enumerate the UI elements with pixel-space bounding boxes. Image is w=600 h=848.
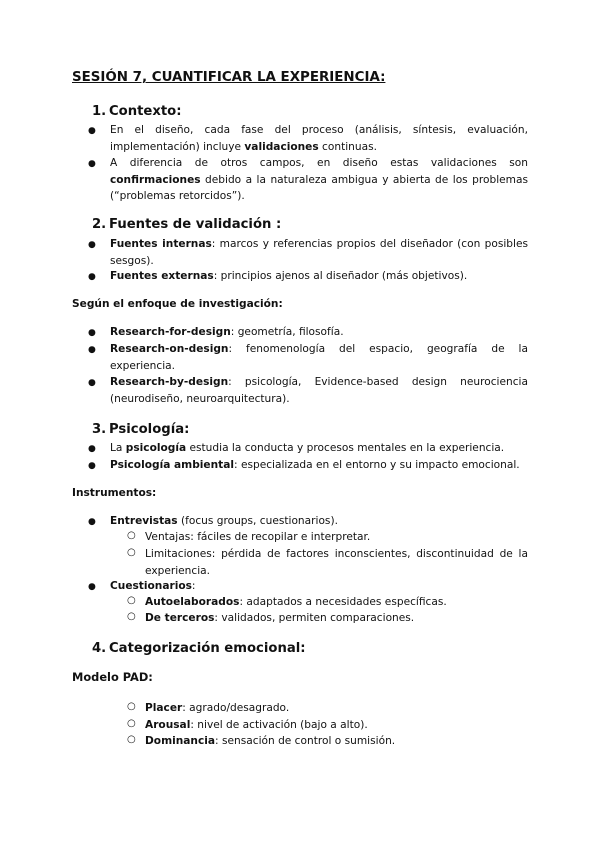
bullet-icon: ●: [88, 126, 96, 136]
autoelaborados-item: Autoelaborados: adaptados a necesidades específicas.: [145, 596, 447, 608]
s3-bullet-2: Psicología ambiental: especializada en el entorno y su impacto emocional.: [110, 459, 520, 471]
research-on-design: Research-on-design: fenomenología del espacio, geografía de la experiencia.: [110, 343, 528, 372]
circle-bullet-icon: ○: [127, 718, 136, 729]
s1-bullet-1: En el diseño, cada fase del proceso (análisis, síntesis, evaluación, implementación) incluye validaciones continuas.: [110, 124, 528, 153]
section-3-heading: 3. Psicología:: [92, 422, 190, 437]
subheading-research: Según el enfoque de investigación:: [72, 298, 283, 310]
cuestionarios-item: Cuestionarios:: [110, 580, 196, 592]
circle-bullet-icon: ○: [127, 595, 136, 606]
bullet-icon: ●: [88, 345, 96, 355]
pad-dominancia: Dominancia: sensación de control o sumisión.: [145, 735, 396, 747]
subheading-instrumentos: Instrumentos:: [72, 487, 157, 499]
bullet-icon: ●: [88, 582, 96, 592]
bullet-icon: ●: [88, 444, 96, 454]
bullet-icon: ●: [88, 378, 96, 388]
pad-placer: Placer: agrado/desagrado.: [145, 702, 290, 714]
bullet-icon: ●: [88, 328, 96, 338]
circle-bullet-icon: ○: [127, 734, 136, 745]
circle-bullet-icon: ○: [127, 530, 136, 541]
subheading-modelo-pad: Modelo PAD:: [72, 670, 153, 684]
circle-bullet-icon: ○: [127, 547, 136, 558]
section-4-heading: 4. Categorización emocional:: [92, 641, 306, 656]
s1-bullet-2: A diferencia de otros campos, en diseño estas validaciones son confirmaciones debido a la naturaleza ambigua y abierta de los problemas (“problemas retorcidos”).: [110, 157, 528, 202]
pad-arousal: Arousal: nivel de activación (bajo a alto).: [145, 719, 368, 731]
page-title: SESIÓN 7, CUANTIFICAR LA EXPERIENCIA:: [72, 70, 386, 85]
limitaciones-item: Limitaciones: pérdida de factores inconscientes, discontinuidad de la experiencia.: [145, 548, 528, 577]
section-2-heading: 2. Fuentes de validación :: [92, 217, 282, 232]
research-by-design: Research-by-design: psicología, Evidence-based design neurociencia (neurodiseño, neuroarquitectura).: [110, 376, 528, 405]
bullet-icon: ●: [88, 517, 96, 527]
research-for-design: Research-for-design: geometría, filosofía.: [110, 326, 344, 338]
bullet-icon: ●: [88, 461, 96, 471]
bullet-icon: ●: [88, 159, 96, 169]
entrevistas-item: Entrevistas (focus groups, cuestionarios).: [110, 515, 338, 527]
s3-bullet-1: La psicología estudia la conducta y procesos mentales en la experiencia.: [110, 442, 505, 454]
bullet-icon: ●: [88, 272, 96, 282]
section-1-heading: 1. Contexto:: [92, 104, 182, 119]
s2-bullet-2: Fuentes externas: principios ajenos al diseñador (más objetivos).: [110, 270, 468, 282]
circle-bullet-icon: ○: [127, 701, 136, 712]
de-terceros-item: De terceros: validados, permiten comparaciones.: [145, 612, 415, 624]
ventajas-item: Ventajas: fáciles de recopilar e interpretar.: [145, 531, 371, 543]
s2-bullet-1: Fuentes internas: marcos y referencias propios del diseñador (con posibles sesgos).: [110, 238, 528, 267]
bullet-icon: ●: [88, 240, 96, 250]
circle-bullet-icon: ○: [127, 611, 136, 622]
